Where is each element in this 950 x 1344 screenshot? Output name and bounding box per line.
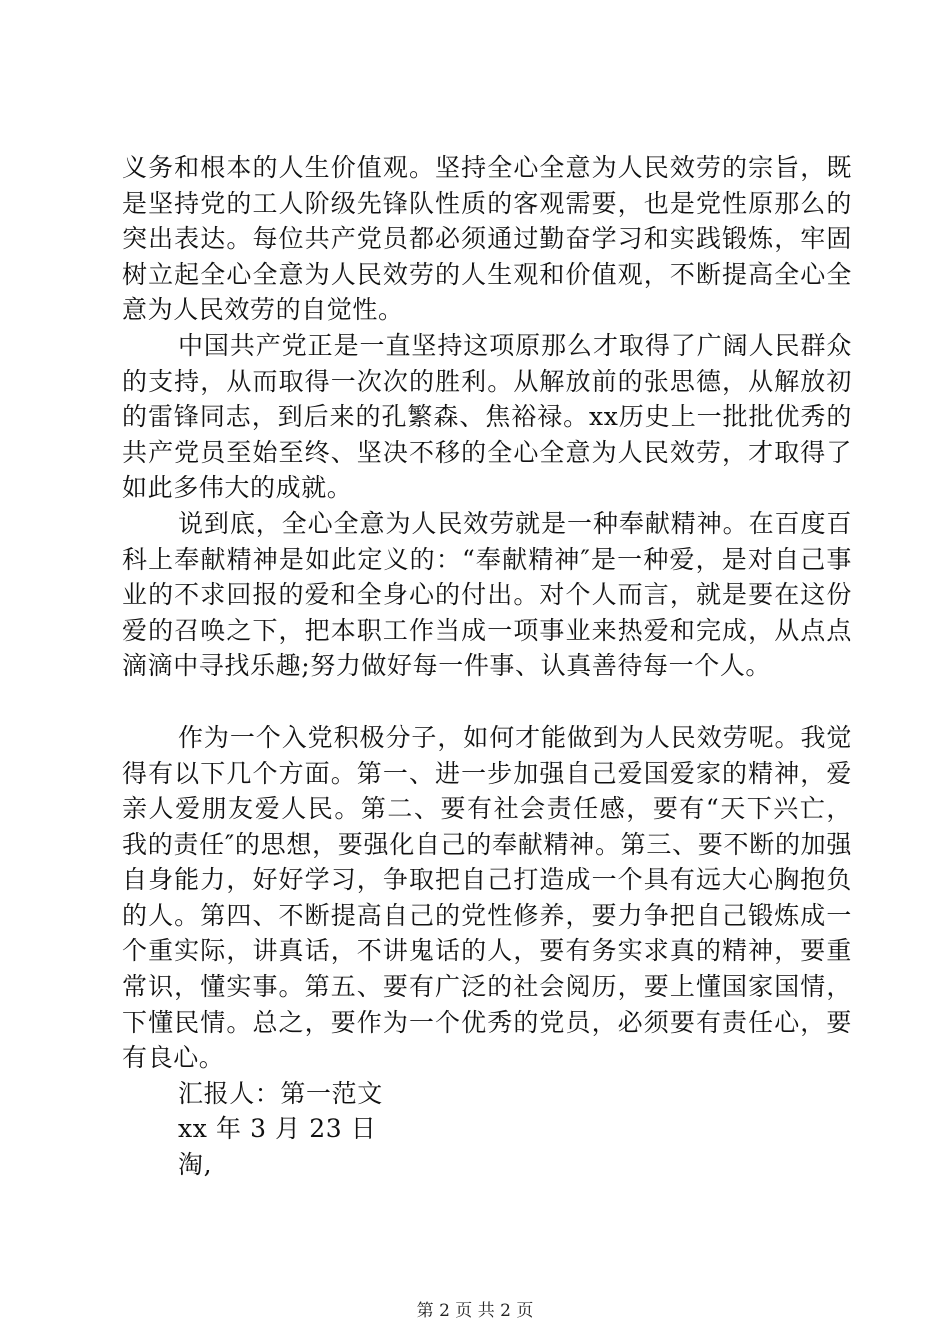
reporter-line: 汇报人：第一范文 xyxy=(178,1078,383,1108)
trailing-line: 淘, xyxy=(178,1150,213,1180)
date-line: xx 年 3 月 23 日 xyxy=(178,1114,377,1144)
paragraph-3: 说到底，全心全意为人民效劳就是一种奉献精神。在百度百科上奉献精神是如此定义的：“奉献精神″是一种爱，是对自己事业的不求回报的爱和全身心的付出。对个人而言，就是要在这份爱的召唤之下，把本职工作当成一项事业来热爱和完成，从点点滴滴中寻找乐趣;努力做好每一件事、认真善待每一个人。 xyxy=(122,508,852,681)
paragraph-1: 义务和根本的人生价值观。坚持全心全意为人民效劳的宗旨，既是坚持党的工人阶级先锋队性质的客观需要，也是党性原那么的突出表达。每位共产党员都必须通过勤奋学习和实践锻炼，牢固树立起全心全意为人民效劳的人生观和价值观，不断提高全心全意为人民效劳的自觉性。 xyxy=(122,153,852,325)
paragraph-4: 作为一个入党积极分子，如何才能做到为人民效劳呢。我觉得有以下几个方面。第一、进一步加强自己爱国爱家的精神，爱亲人爱朋友爱人民。第二、要有社会责任感，要有“天下兴亡，我的责任″的思想，要强化自己的奉献精神。第三、要不断的加强自身能力，好好学习，争取把自己打造成一个具有远大心胸抱负的人。第四、不断提高自己的党性修养，要力争把自己锻炼成一个重实际，讲真话，不讲鬼话的人，要有务实求真的精神，要重常识，懂实事。第五、要有广泛的社会阅历，要上懂国家国情，下懂民情。总之，要作为一个优秀的党员，必须要有责任心，要有良心。 xyxy=(122,722,852,1073)
document-body xyxy=(122,150,852,1183)
paragraph-2: 中国共产党正是一直坚持这项原那么才取得了广阔人民群众的支持，从而取得一次次的胜利。从解放前的张思德，从解放初的雷锋同志，到后来的孔繁森、焦裕禄。xx历史上一批批优秀的共产党员至始至终、坚决不移的全心全意为人民效劳，才取得了如此多伟大的成就。 xyxy=(122,330,852,503)
page-footer: 第 2 页 共 2 页 xyxy=(416,1301,534,1321)
